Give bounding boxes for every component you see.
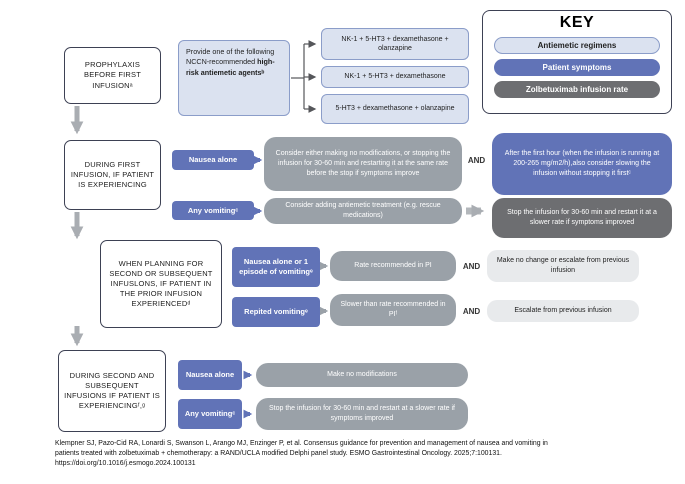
rate-stop-restart-slower: Stop the infusion for 30-60 min and restart it at a slower rate if symptoms improved (492, 198, 672, 238)
citation (55, 439, 655, 469)
and-label: AND (462, 306, 481, 316)
key-item-infusion-rate: Zolbetuximab infusion rate (494, 81, 660, 98)
provide-antiemetics-box (178, 40, 290, 116)
symptom-nausea-alone-first: Nausea alone (172, 150, 254, 170)
symptom-nausea-or-one-vomit: Nausea alone or 1 episode of vomitingᵉ (232, 247, 320, 287)
action-consider-modifications: Consider either making no modifications, or stopping the infusion for 30-60 min and restarting it at the same rate before the stop if symptoms improve (264, 137, 462, 191)
key-item-patient-symptoms: Patient symptoms (494, 59, 660, 76)
rate-recommended-in-pi: Rate recommended in PI (330, 251, 456, 281)
action-no-modifications: Make no modifications (256, 363, 468, 387)
key-legend (482, 10, 672, 114)
symptom-any-vomiting-second: Any vomitingᶜ (178, 399, 242, 429)
action-no-change-or-escalate: Make no change or escalate from previous infusion (487, 250, 639, 282)
and-label: AND (462, 261, 481, 271)
symptom-nausea-alone-second: Nausea alone (178, 360, 242, 390)
stage-during-second-infusion: DURING SECOND AND SUBSEQUENT INFUSIONS IF PATIENT IS EXPERIENCINGᶠ,ᵍ (58, 350, 166, 432)
rate-slower-than-pi: Slower than rate recommended in PIᶠ (330, 294, 456, 326)
regimen-option-1: NK-1 + 5-HT3 + dexamethasone + olanzapine (321, 28, 469, 60)
key-title: KEY (559, 14, 595, 31)
action-add-antiemetic-treatment: Consider adding antiemetic treatment (e.g. rescue medications) (264, 198, 462, 224)
symptom-any-vomiting-first: Any vomitingᶜ (172, 201, 254, 220)
action-stop-restart-slower-second: Stop the infusion for 30-60 min and restart at a slower rate if symptoms improved (256, 398, 468, 430)
provide-text: Provide one of the following NCCN-recommended (186, 47, 275, 67)
stage-during-first-infusion: DURING FIRST INFUSION, IF PATIENT IS EXPERIENCING (64, 140, 161, 210)
action-escalate-from-previous: Escalate from previous infusion (487, 300, 639, 322)
stage-when-planning: WHEN PLANNING FOR SECOND OR SUBSEQUENT INFUSLONS, IF PATIENT IN THE PRIOR INFUSION EXPERIENCEDᵈ (100, 240, 222, 328)
citation-doi: https://doi.org/10.1016/j.esmogo.2024.100131 (55, 460, 196, 467)
regimen-option-2: NK-1 + 5-HT3 + dexamethasone (321, 66, 469, 88)
citation-line: patients treated with zolbetuximab + chemotherapy: a RAND/UCLA modified Delphi panel study. ESMO Gastrointestinal Oncology. 2025;7:100131. (55, 450, 502, 457)
stage-prophylaxis: PROPHYLAXIS BEFORE FIRST INFUSIONᵃ (64, 47, 161, 104)
branch-lines (291, 44, 315, 109)
rate-slow-after-first-hour: After the first hour (when the infusion is running at 200-265 mg/m2/h),also consider slowing the infusion without stopping it firstᶜ (492, 133, 672, 195)
symptom-repeated-vomiting: Repited vomitingᵉ (232, 297, 320, 327)
provide-text-bold: high-risk antiemetic agentsᵇ (186, 57, 275, 77)
regimen-option-3: 5-HT3 + dexamethasone + olanzapine (321, 94, 469, 124)
and-label: AND (467, 155, 486, 165)
key-item-antiemetic-regimens: Antiemetic regimens (494, 37, 660, 54)
citation-line: Klempner SJ, Pazo-Cid RA, Lonardi S, Swanson L, Arango MJ, Enzinger P, et al. Consensus guidance for prevention and management of nausea and vomiting in (55, 440, 548, 447)
